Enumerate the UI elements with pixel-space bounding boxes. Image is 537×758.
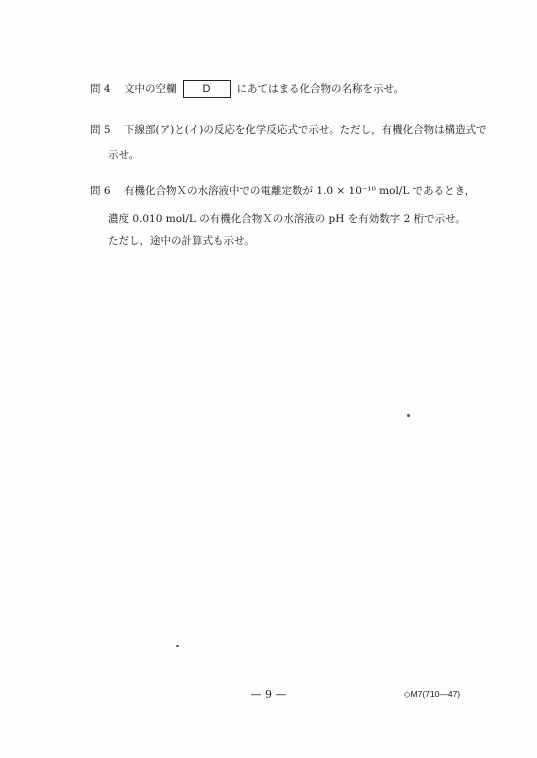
question-6	[90, 180, 475, 202]
scan-speck	[407, 414, 410, 417]
exam-code: ◇M7(710—47)	[404, 689, 461, 699]
page-number: — 9 —	[250, 688, 287, 701]
question-5-line-2: 示せ。	[108, 149, 140, 161]
question-5-line-1: 下線部(ア)と(イ)の反応を化学反応式で示せ。ただし，有機化合物は構造式で	[124, 124, 487, 136]
question-5-number: 問 5	[90, 124, 111, 136]
question-5	[90, 119, 487, 141]
question-4-text-before: 文中の空欄	[124, 83, 177, 95]
question-4-text-after: にあてはまる化合物の名称を示せ。	[236, 83, 405, 95]
scan-speck	[176, 645, 179, 647]
question-6-line-1: 有機化合物Ｘの水溶液中での電離定数が 1.0 × 10⁻¹⁰ mol/L であるとき，	[124, 185, 476, 197]
question-6-number: 問 6	[90, 185, 111, 197]
question-6-line-2: 濃度 0.010 mol/L の有機化合物Ｘの水溶液の pH を有効数字 2 桁で示せ。	[108, 213, 466, 225]
blank-box-d: D	[183, 80, 231, 98]
question-4-number: 問 4	[90, 83, 111, 95]
question-4	[90, 78, 404, 100]
question-6-line-3: ただし，途中の計算式も示せ。	[108, 235, 255, 247]
